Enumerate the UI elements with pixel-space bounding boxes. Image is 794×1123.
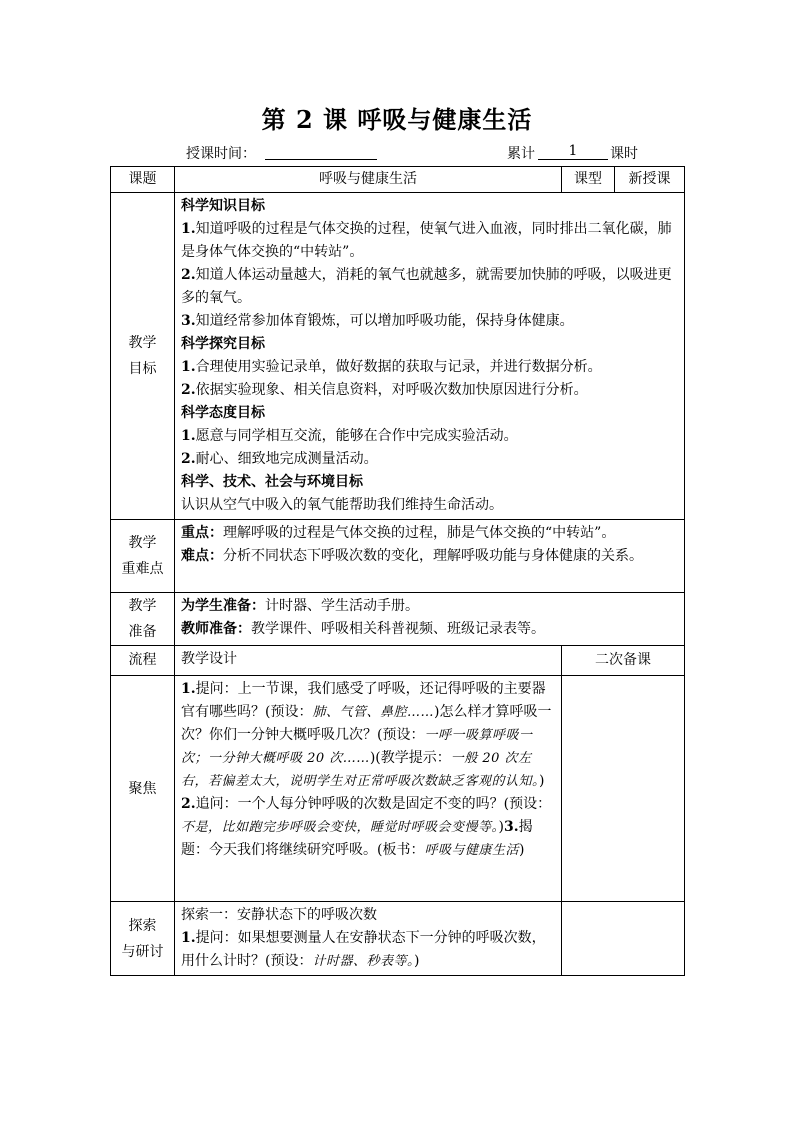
focus-content bbox=[175, 676, 562, 902]
keypoints-row bbox=[111, 520, 685, 593]
explore-label-line2: 与研讨 bbox=[121, 943, 164, 960]
objectives-label bbox=[111, 193, 175, 520]
topic-label: 课题 bbox=[111, 167, 175, 193]
explore-question-1: 1.提问：如果想要测量人在安静状态下一分钟的呼吸次数，用什么计时？(预设：计时器、秒表等。) bbox=[181, 930, 546, 969]
topic-value: 呼吸与健康生活 bbox=[175, 167, 562, 193]
keypoints-label-line1: 教学 bbox=[128, 535, 157, 551]
time-blank-line bbox=[265, 159, 377, 160]
process-header: 流程 bbox=[111, 646, 175, 676]
design-header-row bbox=[111, 646, 685, 676]
focus-question-1: 1.提问：上一节课，我们感受了呼吸，还记得呼吸的主要器官有哪些吗？(预设：肺、气管、鼻腔……)怎么样才算呼吸一次？你们一分钟大概呼吸几次？(预设：一呼一吸算呼吸一次；一分钟大概呼吸 20 次……)(教学提示：一般 20 次左右，若偏差太大，说明学生对正常呼吸次数缺乏客观的认知。) bbox=[181, 681, 552, 789]
sts-item: 认识从空气中吸入的氧气能帮助我们维持生命活动。 bbox=[181, 497, 503, 513]
explore-second-prep bbox=[562, 902, 685, 976]
objectives-row bbox=[111, 193, 685, 520]
time-label: 授课时间： bbox=[186, 146, 256, 162]
design-header: 教学设计 bbox=[175, 646, 562, 676]
second-prep-header: 二次备课 bbox=[562, 646, 685, 676]
focus-row bbox=[111, 676, 685, 902]
explore-row bbox=[111, 902, 685, 976]
focus-question-2: 2.追问：一个人每分钟呼吸的次数是固定不变的吗？(预设：不是，比如跑完步呼吸会变快，睡觉时呼吸会变慢等。)3.揭题：今天我们将继续研究呼吸。(板书：呼吸与健康生活) bbox=[181, 796, 552, 858]
explore-title: 探索一：安静状态下的呼吸次数 bbox=[181, 907, 377, 923]
inquiry-item-2: 2.依据实验现象、相关信息资料，对呼吸次数加快原因进行分析。 bbox=[181, 382, 588, 398]
explore-label-line1: 探索 bbox=[128, 917, 157, 934]
attitude-item-1: 1.愿意与同学相互交流，能够在合作中完成实验活动。 bbox=[181, 428, 518, 444]
objectives-label-line2: 目标 bbox=[128, 361, 157, 377]
objectives-label-line1: 教学 bbox=[128, 335, 157, 351]
inquiry-title: 科学探究目标 bbox=[181, 336, 265, 352]
knowledge-item-3: 3.知道经常参加体育锻炼，可以增加呼吸功能，保持身体健康。 bbox=[181, 313, 574, 329]
preparation-content bbox=[175, 593, 685, 646]
type-value: 新授课 bbox=[615, 167, 685, 193]
focus-second-prep bbox=[562, 676, 685, 902]
header-row bbox=[111, 167, 685, 193]
difficult-point: 难点：分析不同状态下呼吸次数的变化，理解呼吸功能与身体健康的关系。 bbox=[181, 548, 643, 564]
focus-label: 聚焦 bbox=[111, 676, 175, 902]
knowledge-item-1: 1.知道呼吸的过程是气体交换的过程，使氧气进入血液，同时排出二氧化碳，肺是身体气体交换的“中转站”。 bbox=[181, 221, 672, 260]
attitude-title: 科学态度目标 bbox=[181, 405, 265, 421]
preparation-label-line2: 准备 bbox=[128, 624, 157, 640]
keypoints-label bbox=[111, 520, 175, 593]
explore-label bbox=[111, 902, 175, 976]
keypoints-content bbox=[175, 520, 685, 593]
unit-label: 课时 bbox=[610, 146, 638, 162]
knowledge-title: 科学知识目标 bbox=[181, 198, 265, 214]
inquiry-item-1: 1.合理使用实验记录单，做好数据的获取与记录，并进行数据分析。 bbox=[181, 359, 602, 375]
preparation-row bbox=[111, 593, 685, 646]
sts-title: 科学、技术、社会与环境目标 bbox=[181, 474, 363, 490]
knowledge-item-2: 2.知道人体运动量越大，消耗的氧气也就越多，就需要加快肺的呼吸，以吸进更多的氧气。 bbox=[181, 267, 672, 306]
keypoints-label-line2: 重难点 bbox=[121, 561, 164, 577]
total-value: 1 bbox=[538, 143, 608, 160]
lesson-plan-table bbox=[110, 166, 685, 976]
type-label: 课型 bbox=[562, 167, 615, 193]
preparation-label bbox=[111, 593, 175, 646]
preparation-label-line1: 教学 bbox=[128, 598, 157, 614]
attitude-item-2: 2.耐心、细致地完成测量活动。 bbox=[181, 451, 378, 467]
teacher-preparation: 教师准备：教学课件、呼吸相关科普视频、班级记录表等。 bbox=[181, 621, 545, 637]
total-label: 累计 bbox=[507, 146, 535, 162]
page-title: 第 2 课 呼吸与健康生活 bbox=[261, 105, 533, 134]
explore-content bbox=[175, 902, 562, 976]
lesson-meta bbox=[0, 143, 794, 163]
objectives-content bbox=[175, 193, 685, 520]
key-point: 重点：理解呼吸的过程是气体交换的过程，肺是气体交换的“中转站”。 bbox=[181, 525, 616, 541]
student-preparation: 为学生准备：计时器、学生活动手册。 bbox=[181, 598, 419, 614]
